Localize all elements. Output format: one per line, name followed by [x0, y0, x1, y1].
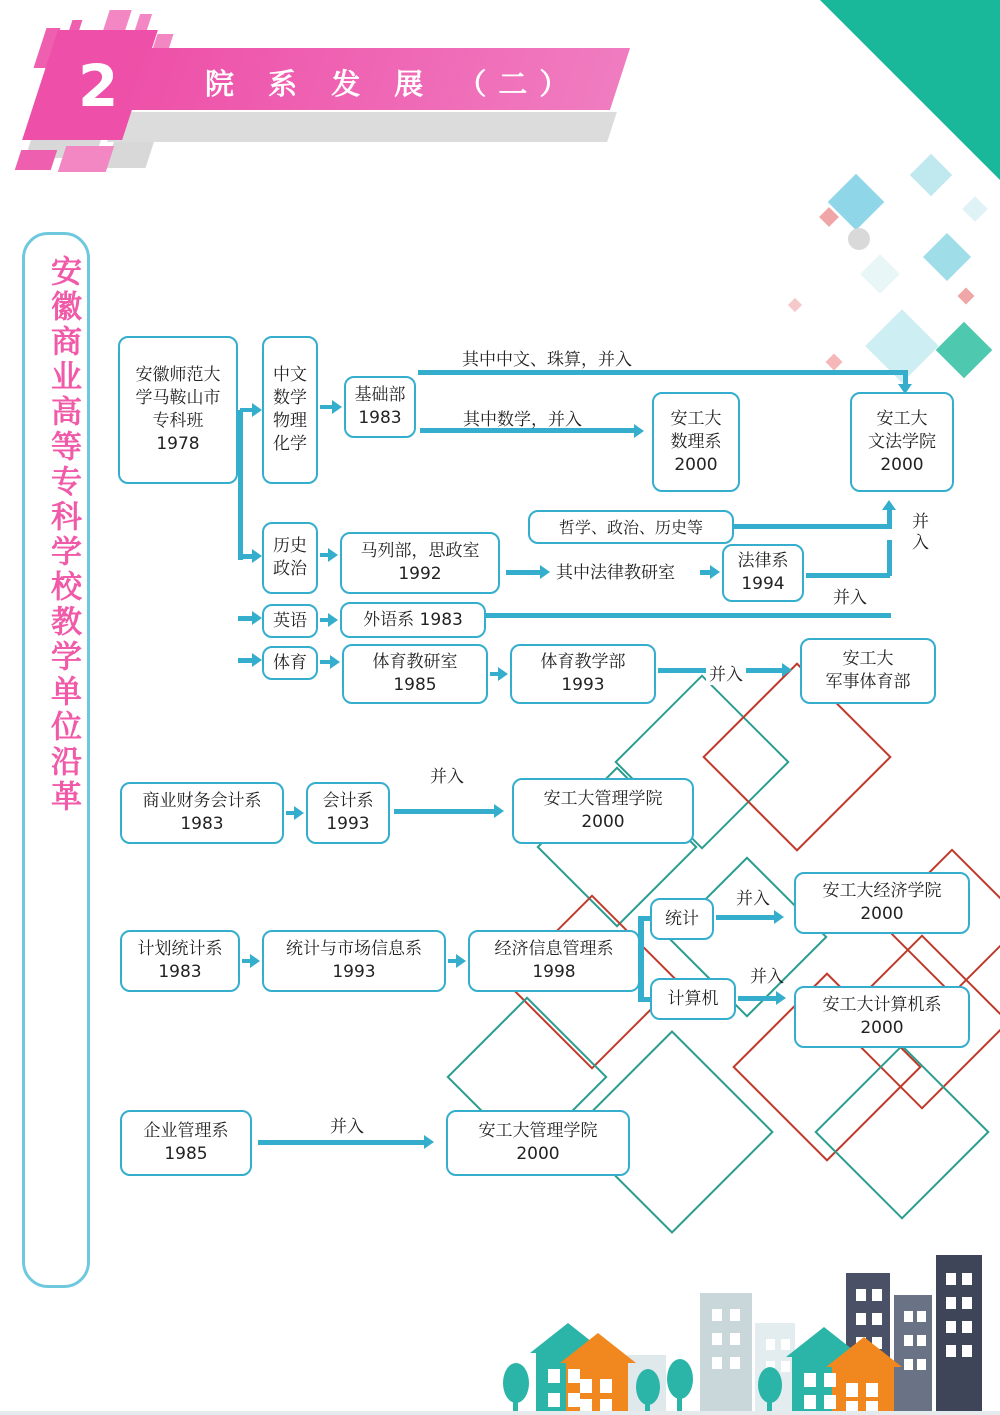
node-line: 历史: [273, 536, 307, 556]
node-line: 统计: [665, 908, 699, 929]
arrow-head: [328, 548, 338, 562]
node-line: 文法学院: [868, 431, 936, 452]
node-line: 安工大计算机系: [822, 995, 942, 1015]
arrow-head: [252, 403, 262, 417]
node-line: 1998: [532, 962, 576, 982]
node-line: 2000: [581, 812, 625, 832]
arrow-head: [776, 991, 786, 1005]
confetti-square: [936, 322, 993, 379]
connector-line: [638, 916, 650, 921]
arrow-head: [252, 653, 262, 667]
connector-line: [238, 410, 243, 560]
confetti-square: [860, 254, 900, 294]
node-awgd-economics-school: [794, 872, 970, 934]
node-line: 统计与市场信息系: [286, 939, 422, 959]
arrow-line: [806, 573, 890, 578]
node-line: 经济信息管理系: [494, 939, 614, 959]
arrow-line: [887, 510, 892, 528]
node-line: 安工大管理学院: [478, 1121, 598, 1141]
node-foreign-language-dept: [340, 602, 486, 638]
node-awgd-management-school-2: [446, 1110, 630, 1176]
side-title: 安徽商业高等专科学校教学单位沿革: [45, 255, 81, 815]
city-skyline: [0, 1235, 1000, 1415]
arrow-line: [738, 996, 778, 1001]
node-awgd-computer-dept: [794, 986, 970, 1048]
node-line: 1983: [358, 408, 402, 428]
node-line: 计划统计系: [137, 939, 223, 959]
node-line: 安工大: [842, 649, 894, 669]
node-awgd-management-school-1: [512, 778, 694, 844]
arrow-line: [394, 809, 496, 814]
banner-shadow: [107, 112, 617, 142]
arrow-head: [328, 613, 338, 627]
node-pe: [262, 646, 318, 680]
arrow-line: [258, 1140, 426, 1145]
node-line: 1985: [393, 675, 437, 695]
node-line: 1983: [158, 962, 202, 982]
node-line: 数理系: [670, 431, 722, 452]
node-line: 1983: [180, 814, 224, 834]
node-statistics: [650, 898, 714, 940]
node-line: 会计系: [322, 791, 374, 811]
deco-pink-bar: [15, 150, 57, 170]
arrow-line: [506, 570, 542, 575]
confetti-square: [962, 196, 987, 221]
arrow-head: [540, 565, 550, 579]
node-line: 安工大经济学院: [822, 881, 942, 901]
arrow-head: [252, 611, 262, 625]
node-line: 中文: [273, 365, 307, 385]
node-line: 2000: [674, 454, 718, 475]
node-line: 体育教学部: [540, 652, 626, 672]
node-law-dept: [722, 544, 804, 602]
node-history-politics: [262, 522, 318, 594]
node-line: 基础部: [354, 385, 406, 405]
arrow-line: [418, 370, 908, 375]
arrow-head: [332, 400, 342, 414]
node-line: 政治: [273, 559, 307, 579]
node-line: 体育: [273, 652, 307, 673]
node-pe-office: [342, 644, 488, 704]
node-basic-dept: [344, 376, 416, 438]
arrow-line: [734, 524, 892, 529]
connector-line: [638, 997, 650, 1002]
edge-label-merge-statistics: 并入: [736, 889, 770, 909]
node-line: 物理: [273, 411, 307, 431]
node-line: 1992: [398, 564, 442, 584]
node-accounting-dept: [306, 782, 390, 844]
arrow-head: [882, 500, 896, 510]
node-awgd-liberal-arts-law: [850, 392, 954, 492]
confetti-square: [788, 298, 802, 312]
edge-label-law-office: 其中法律教研室: [556, 563, 675, 583]
node-line: 1993: [561, 675, 605, 695]
node-economic-info-management: [468, 930, 640, 992]
section-number: 2: [78, 52, 119, 120]
label-line: 并: [912, 512, 929, 532]
node-planning-statistics: [120, 930, 240, 992]
arrow-head: [250, 954, 260, 968]
node-line: 安工大: [876, 408, 928, 429]
node-anhui-normal-class: [118, 336, 238, 484]
arrow-head: [494, 804, 504, 818]
node-statistics-market-info: [262, 930, 446, 992]
node-line: 安工大: [670, 408, 722, 429]
node-line: 法律系: [737, 551, 789, 571]
edge-label-merge-law: 并入: [833, 588, 867, 608]
arrow-head: [456, 954, 466, 968]
node-line: 1978: [156, 434, 200, 454]
edge-label-merge-accounting: 并入: [430, 767, 464, 787]
node-line: 学马鞍山市: [135, 388, 221, 408]
node-subjects-group: [262, 336, 318, 484]
edge-label-merge-vertical: [912, 512, 929, 554]
node-commerce-finance-accounting: [120, 782, 284, 844]
node-computer: [650, 978, 736, 1020]
node-line: 2000: [860, 1018, 904, 1038]
node-line: 企业管理系: [143, 1121, 229, 1141]
node-line: 数学: [273, 388, 307, 408]
page-title: 院 系 发 展 （二）: [205, 67, 581, 101]
confetti-square: [958, 288, 975, 305]
node-line: 英语: [273, 610, 307, 631]
arrow-head: [294, 806, 304, 820]
edge-label-merge-business: 并入: [330, 1117, 364, 1137]
node-awgd-math-physics: [652, 392, 740, 492]
node-line: 安徽师范大: [135, 365, 221, 385]
header-decoration: [0, 0, 1000, 200]
node-line: 商业财务会计系: [142, 791, 262, 811]
arrow-line: [716, 915, 776, 920]
confetti-square: [923, 233, 971, 281]
arrow-head: [710, 565, 720, 579]
arrow-head: [330, 655, 340, 669]
node-line: 2000: [516, 1144, 560, 1164]
confetti-square: [826, 354, 843, 371]
node-line: 计算机: [667, 988, 719, 1009]
label-line: 入: [912, 533, 929, 553]
edge-label-merge-pe: 并入: [706, 660, 746, 685]
node-line: 外语系 1983: [363, 609, 463, 630]
edge-label-merge-computer: 并入: [750, 967, 784, 987]
deco-pink-bar: [58, 146, 114, 172]
node-line: 安工大管理学院: [543, 789, 663, 809]
arrow-line: [486, 613, 891, 618]
node-line: 马列部，思政室: [360, 541, 480, 561]
node-business-management-dept: [120, 1110, 252, 1176]
node-line: 2000: [880, 454, 924, 475]
corner-triangle: [820, 0, 1000, 180]
node-line: 1993: [326, 814, 370, 834]
node-line: 专科班: [152, 411, 204, 431]
node-awgd-military-pe: [800, 638, 936, 704]
node-line: 2000: [860, 904, 904, 924]
node-marxism-dept: [340, 532, 500, 594]
node-line: 化学: [273, 434, 307, 454]
node-line: 1985: [164, 1144, 208, 1164]
node-line: 哲学、政治、历史等: [558, 517, 703, 537]
arrow-line: [887, 540, 892, 576]
arrow-head: [782, 663, 792, 677]
node-line: 体育教研室: [372, 652, 458, 672]
node-line: 1993: [332, 962, 376, 982]
arrow-head: [252, 549, 262, 563]
confetti-circle: [848, 228, 870, 250]
node-english: [262, 604, 318, 638]
edge-label-math: 其中数学，并入: [463, 410, 582, 430]
arrow-head: [498, 667, 508, 681]
node-pe-teaching-dept: [510, 644, 656, 704]
arrow-head: [424, 1135, 434, 1149]
arrow-head: [774, 910, 784, 924]
node-line: 1994: [741, 574, 785, 594]
arrow-head: [634, 424, 644, 438]
node-line: 军事体育部: [825, 672, 911, 692]
edge-label-chinese-abacus: 其中中文、珠算，并入: [462, 350, 632, 370]
node-philosophy-politics-history: [528, 510, 734, 544]
